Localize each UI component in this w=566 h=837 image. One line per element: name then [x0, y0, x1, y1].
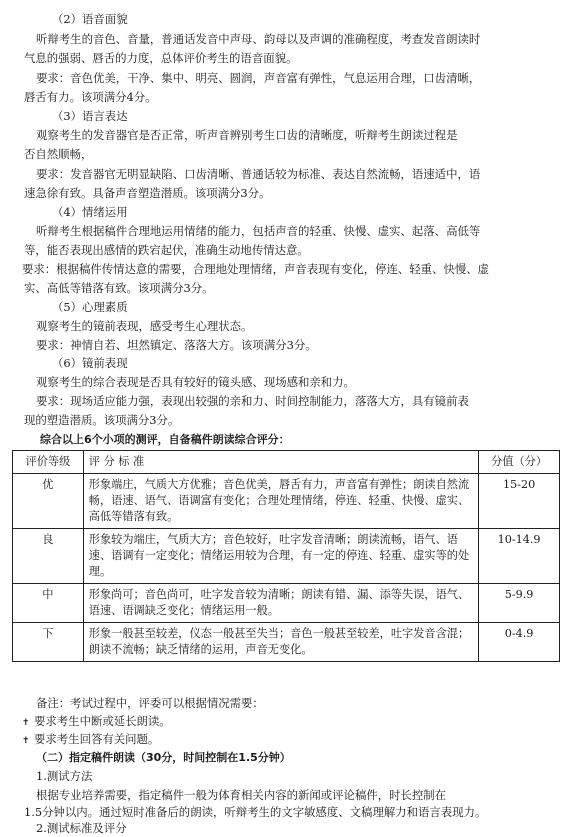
criteria-cell: 形象较为端庄，气质大方；音色较好，吐字发音清晰；朗读流畅，语气、语速、语调有一定变化；情绪运用较为合理，有一定的停连、轻重、虚实等的处理。: [83, 529, 478, 584]
requirement-line: 要求：音色优美，干净、集中、明亮、圆润，声音富有弹性，气息运用合理，口齿清晰，: [36, 71, 481, 85]
requirement-line: 要求：发音器官无明显缺陷、口齿清晰、普通话较为标准、表达自然流畅，语速适中，语: [36, 167, 481, 181]
note-item: [22, 713, 171, 732]
requirement-line: 唇舌有力。该项满分4分。: [24, 90, 157, 104]
grade-cell: 下: [13, 623, 84, 662]
section-title: （5）心理素质: [52, 300, 128, 314]
table-row: [13, 623, 560, 662]
header-criteria: 评 分 标 准: [83, 451, 478, 474]
requirement-line: 实、高低等错落有致。该项满分3分。: [24, 281, 214, 295]
note-item-text: 要求考生回答有关问题。: [34, 732, 160, 746]
header-score: 分值（分）: [479, 451, 560, 474]
requirement-line: 速急徐有致。具备声音塑造潜质。该项满分3分。: [24, 186, 271, 200]
requirement-line: 要求：现场适应能力强，表现出较强的亲和力、时间控制能力，落落大方，具有镜前表: [36, 394, 469, 408]
paragraph-line: 否自然顺畅，: [24, 147, 93, 161]
bullet-icon: ✝: [22, 736, 30, 746]
paragraph-line: 听辩考生的音色、音量，普通话发音中声母、韵母以及声调的准确程度，考查发音朗读时: [36, 32, 481, 46]
criteria-cell: 形象端庄，气质大方优雅；音色优美，唇舌有力，声音富有弹性；朗读自然流畅，语速、语气、语调富有变化；合理处理情绪，停连、轻重、快慢、虚实、高低等错落有致。: [83, 474, 478, 529]
score-cell: 0-4.9: [479, 623, 560, 662]
score-cell: 10-14.9: [479, 529, 560, 584]
bullet-icon: ✝: [22, 718, 30, 728]
paragraph-line: 观察考生的镜前表现，感受考生心理状态。: [36, 319, 253, 333]
score-cell: 5-9.9: [479, 584, 560, 623]
method-line: 1.5分钟以内。通过短时准备后的朗读，听辩考生的文字敏感度、文稿理解力和语言表现力。: [24, 805, 487, 819]
requirement-line: 要求：根据稿件传情达意的需要，合理地处理情绪，声音表现有变化，停连、轻重、快慢、虚: [22, 262, 490, 276]
notes-intro: 备注：考试过程中，评委可以根据情况需要：: [36, 696, 264, 710]
criteria-cell: 形象一般甚至较差，仪态一般甚至失当；音色一般甚至较差，吐字发音含混；朗读不流畅；缺乏情绪的运用，声音无变化。: [83, 623, 478, 662]
paragraph-line: 听辩考生根据稿件合理地运用情绪的能力，包括声音的轻重、快慢、虚实、起落、高低等: [36, 224, 481, 238]
section-title: （2）语音面貌: [52, 12, 128, 26]
note-item: [22, 731, 159, 750]
note-item-text: 要求考生中断或延长朗读。: [34, 714, 171, 728]
grade-cell: 良: [13, 529, 84, 584]
criteria-cell: 形象尚可；音色尚可，吐字发音较为清晰；朗读有错、漏、添等失误，语气、语速、语调缺乏变化；情绪运用一般。: [83, 584, 478, 623]
summary-title: 综合以上6个小项的测评，自备稿件朗读综合评分：: [40, 433, 290, 446]
grading-table: [12, 450, 560, 662]
table-row: [13, 584, 560, 623]
grade-cell: 中: [13, 584, 84, 623]
standard-title: 2.测试标准及评分: [36, 821, 127, 835]
requirement-line: 要求：神情自若、坦然镇定、落落大方。该项满分3分。: [36, 338, 317, 352]
section-title: （6）镜前表现: [52, 356, 128, 370]
section-title: （3）语言表达: [52, 109, 128, 123]
paragraph-line: 观察考生的综合表现是否具有较好的镜头感、现场感和亲和力。: [36, 375, 355, 389]
method-title: 1.测试方法: [36, 769, 93, 783]
paragraph-line: 观察考生的发音器官是否正常，听声音辨别考生口齿的清晰度，听辩考生朗读过程是: [36, 128, 458, 142]
section-title: （4）情绪运用: [52, 205, 128, 219]
grade-cell: 优: [13, 474, 84, 529]
table-row: [13, 529, 560, 584]
table-header-row: [13, 451, 560, 474]
score-cell: 15-20: [479, 474, 560, 529]
table-row: [13, 474, 560, 529]
method-line: 根据专业培养需要，指定稿件一般为体育相关内容的新闻或评论稿件，时长控制在: [36, 788, 447, 802]
part2-title: （二）指定稿件朗读（30分，时间控制在1.5分钟）: [36, 751, 291, 764]
paragraph-line: 等，能否表现出感情的跌宕起伏，准确生动地传情达意。: [24, 243, 309, 257]
requirement-line: 现的塑造潜质。该项满分3分。: [24, 413, 180, 427]
paragraph-line: 气息的强弱、唇舌的力度，总体评价考生的语音面貌。: [24, 51, 298, 65]
header-grade: 评价等级: [13, 451, 84, 474]
